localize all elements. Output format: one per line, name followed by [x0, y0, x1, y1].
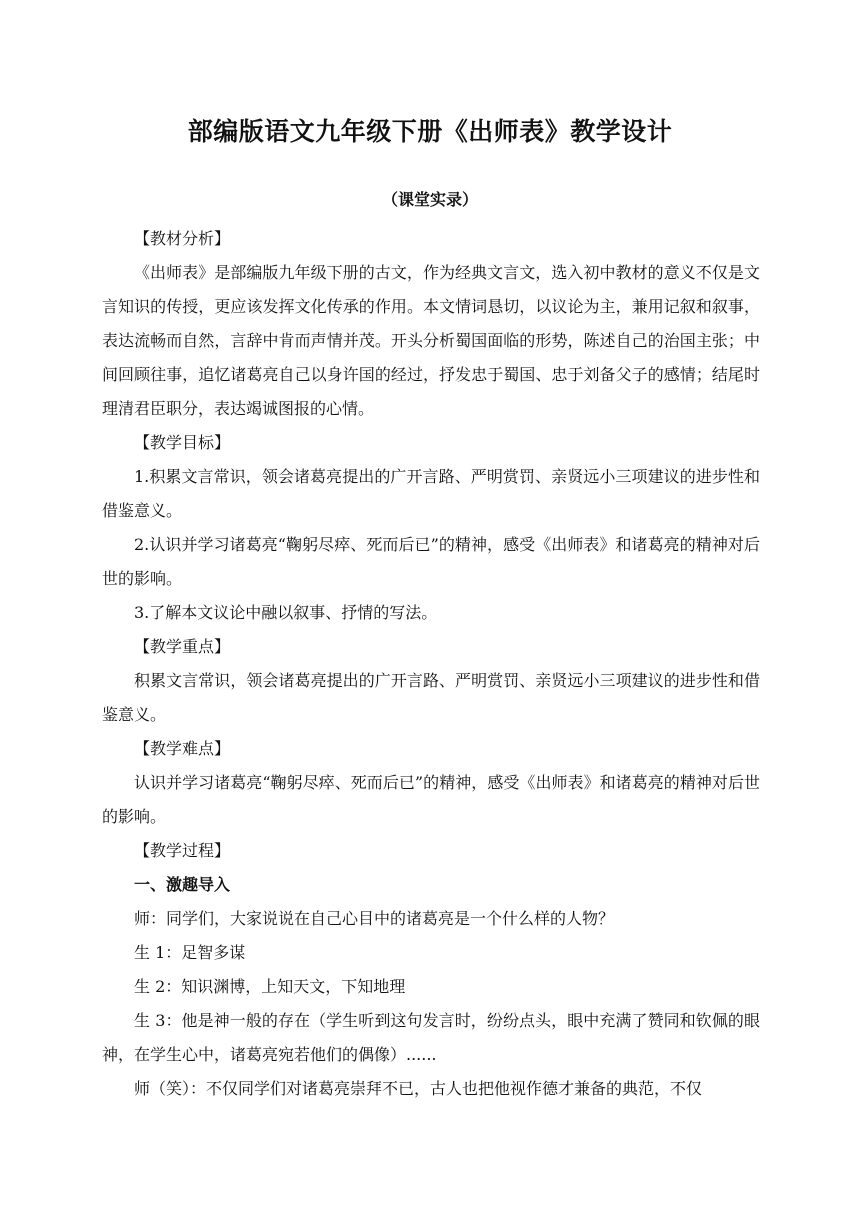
goal-item-1: 1.积累文言常识，领会诸葛亮提出的广开言路、严明赏罚、亲贤远小三项建议的进步性和借鉴意义。	[102, 467, 760, 520]
section-heading-key-points: 【教学重点】	[134, 637, 231, 656]
goal-item-3: 3.了解本文议论中融以叙事、抒情的写法。	[134, 603, 438, 622]
analysis-paragraph: 《出师表》是部编版九年级下册的古文，作为经典文言文，选入初中教材的意义不仅是文言知识的传授，更应该发挥文化传承的作用。本文情词恳切，以议论为主，兼用记叙和叙事，表达流畅而自然，言辞中肯而声情并茂。开头分析蜀国面临的形势，陈述自己的治国主张；中间回顾往事，追忆诸葛亮自己以身许国的经过，抒发忠于蜀国、忠于刘备父子的感情；结尾时理清君臣职分，表达竭诚图报的心情。	[102, 263, 760, 418]
section-heading-goals: 【教学目标】	[134, 433, 231, 452]
dialogue-line: 师：同学们，大家说说在自己心目中的诸葛亮是一个什么样的人物？	[134, 909, 615, 928]
key-points-paragraph: 积累文言常识，领会诸葛亮提出的广开言路、严明赏罚、亲贤远小三项建议的进步性和借鉴意义。	[102, 671, 760, 724]
dialogue-line: 生 1：足智多谋	[134, 943, 246, 962]
dialogue-line: 生 2：知识渊博，上知天文，下知地理	[134, 977, 406, 996]
document-subtitle: （课堂实录）	[381, 190, 478, 209]
difficulties-paragraph: 认识并学习诸葛亮“鞠躬尽瘁、死而后已”的精神，感受《出师表》和诸葛亮的精神对后世的影响。	[102, 773, 760, 826]
dialogue-line: 师（笑）：不仅同学们对诸葛亮崇拜不已，古人也把他视作德才兼备的典范，不仅	[134, 1079, 703, 1098]
goal-item-2: 2.认识并学习诸葛亮“鞠躬尽瘁、死而后已”的精神，感受《出师表》和诸葛亮的精神对后世的影响。	[102, 535, 760, 588]
section-heading-process: 【教学过程】	[134, 841, 231, 860]
section-heading-analysis: 【教材分析】	[134, 229, 231, 248]
dialogue-line: 生 3：他是神一般的存在（学生听到这句发言时，纷纷点头，眼中充满了赞同和钦佩的眼神，在学生心中，诸葛亮宛若他们的偶像）......	[102, 1011, 760, 1064]
document-body	[102, 222, 760, 1106]
section-heading-difficulties: 【教学难点】	[134, 739, 231, 758]
document-title: 部编版语文九年级下册《出师表》教学设计	[187, 117, 673, 146]
step-heading-intro: 一、激趣导入	[134, 875, 231, 894]
